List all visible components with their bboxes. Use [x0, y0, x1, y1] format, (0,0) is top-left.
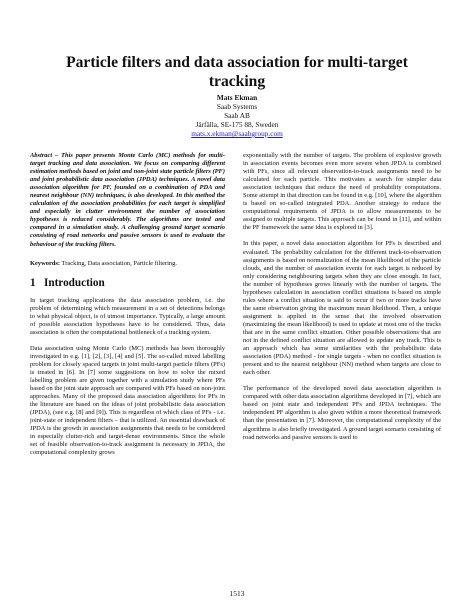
- left-column: [30, 152, 225, 466]
- author-address: Järfälla, SE-175 88, Sweden: [195, 120, 279, 129]
- keywords-line: [30, 260, 225, 268]
- abstract-text: Abstract – This paper presents Monte Carlo (MC) methods for multi-target tracking and data association. We focus on comparing different estimation methods based on joint and non-joint state particle filters (PF) and joint probabilistic data association (JPDA) techniques. A novel data association algorithm for PF, founded on a combination of PDA and nearest neighbour (NN) techniques, is also developed. In this method the calculation of the association probabilities for each target is simplified and especially in clutter environment the number of association hypotheses is reduced considerably. The algorithms are tested and compared in a simulation study. A challenging ground target scenario consisting of road networks and passive sensors is used to evaluate the behaviour of the tracking filters.: [30, 152, 225, 248]
- right-column: [243, 152, 441, 450]
- keywords-text: Tracking, Data association, Particle filtering.: [61, 259, 177, 267]
- section-title: Introduction: [44, 276, 105, 289]
- body-paragraph: exponentially with the number of targets. The problem of explosive growth in association events becomes even more severe when JPDA is combined with PFs, since all relevant observation-to-track assignments need to be calculated for each particle. This motivates a search for simpler data association techniques that reduce the need of probability computations. Some attempt in that direction can be found in e.g. [10], where the algorithm is based on so-called integrated PDA. Another strategy to reduce the computational requirements of JPDA is to allow measurements to be assigned to multiple targets. This approach can be found in [11], and within the PF framework the same idea is explored in [3].: [243, 152, 441, 232]
- section-number: 1: [30, 276, 36, 289]
- body-paragraph: Data association using Monte Carlo (MC) methods has been thoroughly investigated in e.g. [1], [2], [3], [4] and [5]. The so-called mixed labelling problem for closely spaced targets in joint multi-target particle filters (PFs) is treated in [6]. In [7] some suggestions on how to solve the mixed labelling problem are given together with a simulation study where PFs based on the joint state approach are compared with PFs based on non-joint approaches. Many of the proposed data association algorithms for PFs in the literature are based on the ideas of joint probabilistic data association (JPDA), (see e.g. [8] and [9]). This is regardless of which class of PFs - i.e. joint-state or independent filters – that is utilized. An essential drawback of JPDA is the growth in association assignments that needs to be considered in especially clutter-rich and target-dense environments. Since the whole set of feasible observation-to-track assignment is necessary in JPDA, the computational complexity grows: [30, 344, 225, 457]
- body-paragraph: In target tracking applications the data association problem, i.e. the problem of determining which measurement in a set of detections belongs to what physical object, is of utmost importance. Typically, a large amount of possible association hypotheses have to be considered. Thus, data association is often the computational bottleneck of a tracking system.: [30, 296, 225, 336]
- body-paragraph: The performance of the developed novel data association algorithm is compared with other data association algorithms developed in [7], which are based on joint state and independent PFs and JPDA techniques. The independent PF algorithm is also given within a more theoretical framework than the presentation in [7]. Moreover, the computational complexity of the algorithms is also briefly investigated. A ground target scenario consisting of road networks and passive sensors is used to: [243, 385, 441, 441]
- section-heading: [30, 277, 225, 290]
- author-name: Mats Ekman: [216, 93, 258, 102]
- body-paragraph: In this paper, a novel data association algorithm for PFs is described and evaluated. The probability calculation for the different track-to-observation assignments is based on normalization of the mean likelihood of the particle clouds, and the number of association events for each target is reduced by only considering neighbouring targets when they are close enough. In fact, the number of hypotheses grows linearly with the number of targets. The hypotheses calculation in association conflict situations is based on simple rules where a conflict situation is said to occur if two or more tracks have the same observation giving the maximum mean likelihood. Then, a unique assignment is applied in the sense that the involved observation (maximizing the mean likelihood) is used to update at most one of the tracks that are in the same conflict situation. Other possible observations that are not in the defined conflict situation are allowed to update any track. This is an approach which has some similarities with the probabilistic data association (PDA) method - for single targets - when no conflict situation is present and to the nearest neighbour (NN) method when targets are close to each other.: [243, 240, 441, 377]
- author-email-link[interactable]: mats.x.ekman@saabgroup.com: [191, 129, 283, 138]
- paper-title: Particle filters and data association for multi-target tracking: [66, 54, 408, 90]
- author-affiliation-1: Saab Systems: [216, 102, 258, 111]
- author-block: [137, 93, 337, 138]
- author-affiliation-2: Saab AB: [224, 111, 250, 120]
- keywords-label: Keywords:: [30, 259, 61, 267]
- page-number: 1513: [229, 589, 245, 598]
